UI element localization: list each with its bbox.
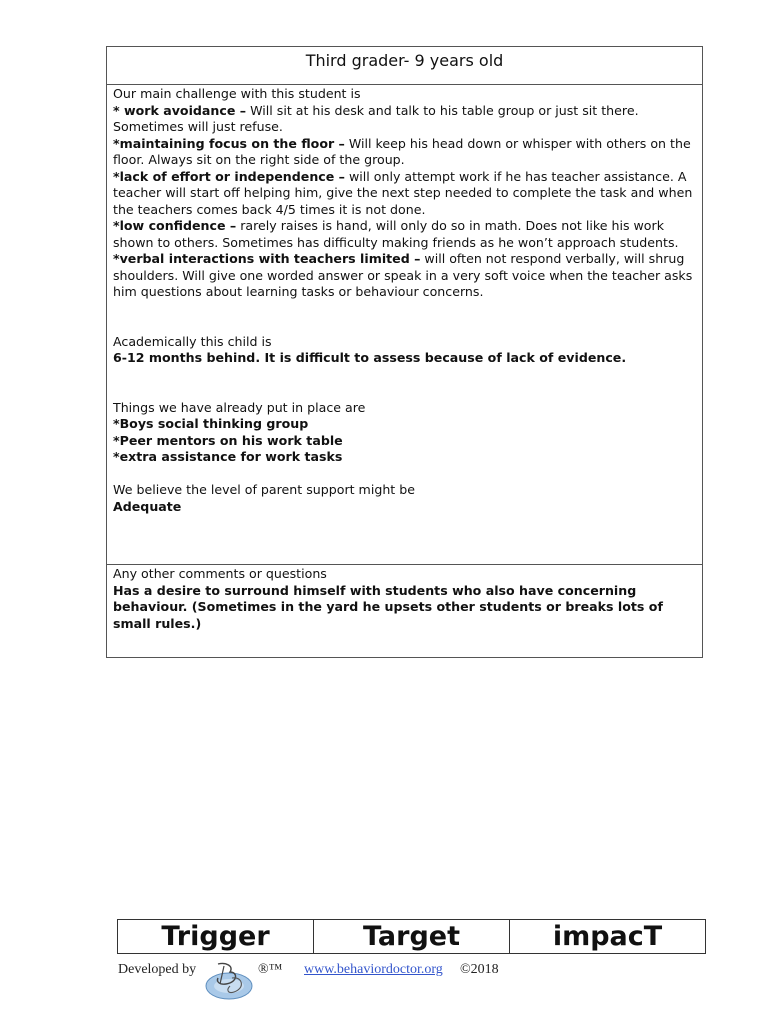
comments-section bbox=[107, 565, 702, 632]
challenge-intro: Our main challenge with this student is bbox=[113, 86, 361, 101]
challenge-item bbox=[113, 169, 696, 219]
in-place-item: *Boys social thinking group bbox=[113, 416, 309, 431]
behaviordoctor-link[interactable]: www.behaviordoctor.org bbox=[304, 962, 443, 977]
developer-credit bbox=[118, 960, 538, 1000]
student-details-section bbox=[107, 85, 702, 565]
parent-support-value: Adequate bbox=[113, 498, 182, 514]
challenge-text: will often not respond verbally, will shrug shoulders. Will give one worded answer or speak in a very soft voice when the teacher asks him questions about learning tasks or behaviour concerns. bbox=[113, 251, 693, 299]
footer-cell-impact: impacT bbox=[552, 921, 663, 952]
footer-cell-trigger: Trigger bbox=[118, 920, 314, 953]
challenge-label: * work avoidance – bbox=[113, 102, 247, 118]
challenge-item bbox=[113, 251, 696, 301]
in-place-intro: Things we have already put in place are bbox=[113, 399, 366, 415]
academic-intro: Academically this child is bbox=[113, 333, 272, 349]
comments-intro: Any other comments or questions bbox=[113, 566, 327, 581]
challenge-text: Will keep his head down or whisper with others on the floor. Always sit on the right side of the group. bbox=[113, 135, 691, 167]
challenge-text: Will sit at his desk and talk to his table group or just sit there. Sometimes will just refuse. bbox=[113, 102, 639, 134]
challenge-label: *maintaining focus on the floor – bbox=[113, 135, 345, 151]
parent-support-intro: We believe the level of parent support might be bbox=[113, 482, 415, 497]
in-place-item: *Peer mentors on his work table bbox=[113, 432, 343, 448]
trademark-marks: ®™ bbox=[258, 962, 283, 977]
challenge-item bbox=[113, 218, 696, 251]
behavior-doctor-logo-icon bbox=[204, 960, 254, 1000]
card-title: Third grader- 9 years old bbox=[107, 47, 702, 85]
challenge-text: will only attempt work if he has teacher assistance. A teacher will start off helping him, give the next step needed to complete the task and when the teachers comes back 4/5 times it is not done. bbox=[113, 168, 693, 217]
footer-cell-target: Target bbox=[314, 920, 510, 953]
copyright-text: ©2018 bbox=[460, 962, 499, 977]
developed-by-label: Developed by bbox=[118, 962, 197, 977]
challenge-label: *verbal interactions with teachers limited – bbox=[113, 251, 421, 266]
challenge-text: rarely raises is hand, will only do so in math. Does not like his work shown to others. Sometimes has difficulty making friends as he won’t approach students. bbox=[113, 218, 679, 250]
challenge-item bbox=[113, 136, 696, 169]
challenge-item bbox=[113, 103, 696, 136]
challenge-label: *low confidence – bbox=[113, 218, 237, 233]
trigger-target-impact-table bbox=[117, 919, 706, 954]
challenge-label: *lack of effort or independence – bbox=[113, 168, 345, 184]
student-profile-card bbox=[106, 46, 703, 658]
comments-value: Has a desire to surround himself with students who also have concerning behaviour. (Sometimes in the yard he upsets other students or breaks lots of small rules.) bbox=[113, 582, 663, 631]
in-place-item: *extra assistance for work tasks bbox=[113, 449, 343, 464]
academic-value: 6-12 months behind. It is difficult to assess because of lack of evidence. bbox=[113, 350, 627, 365]
